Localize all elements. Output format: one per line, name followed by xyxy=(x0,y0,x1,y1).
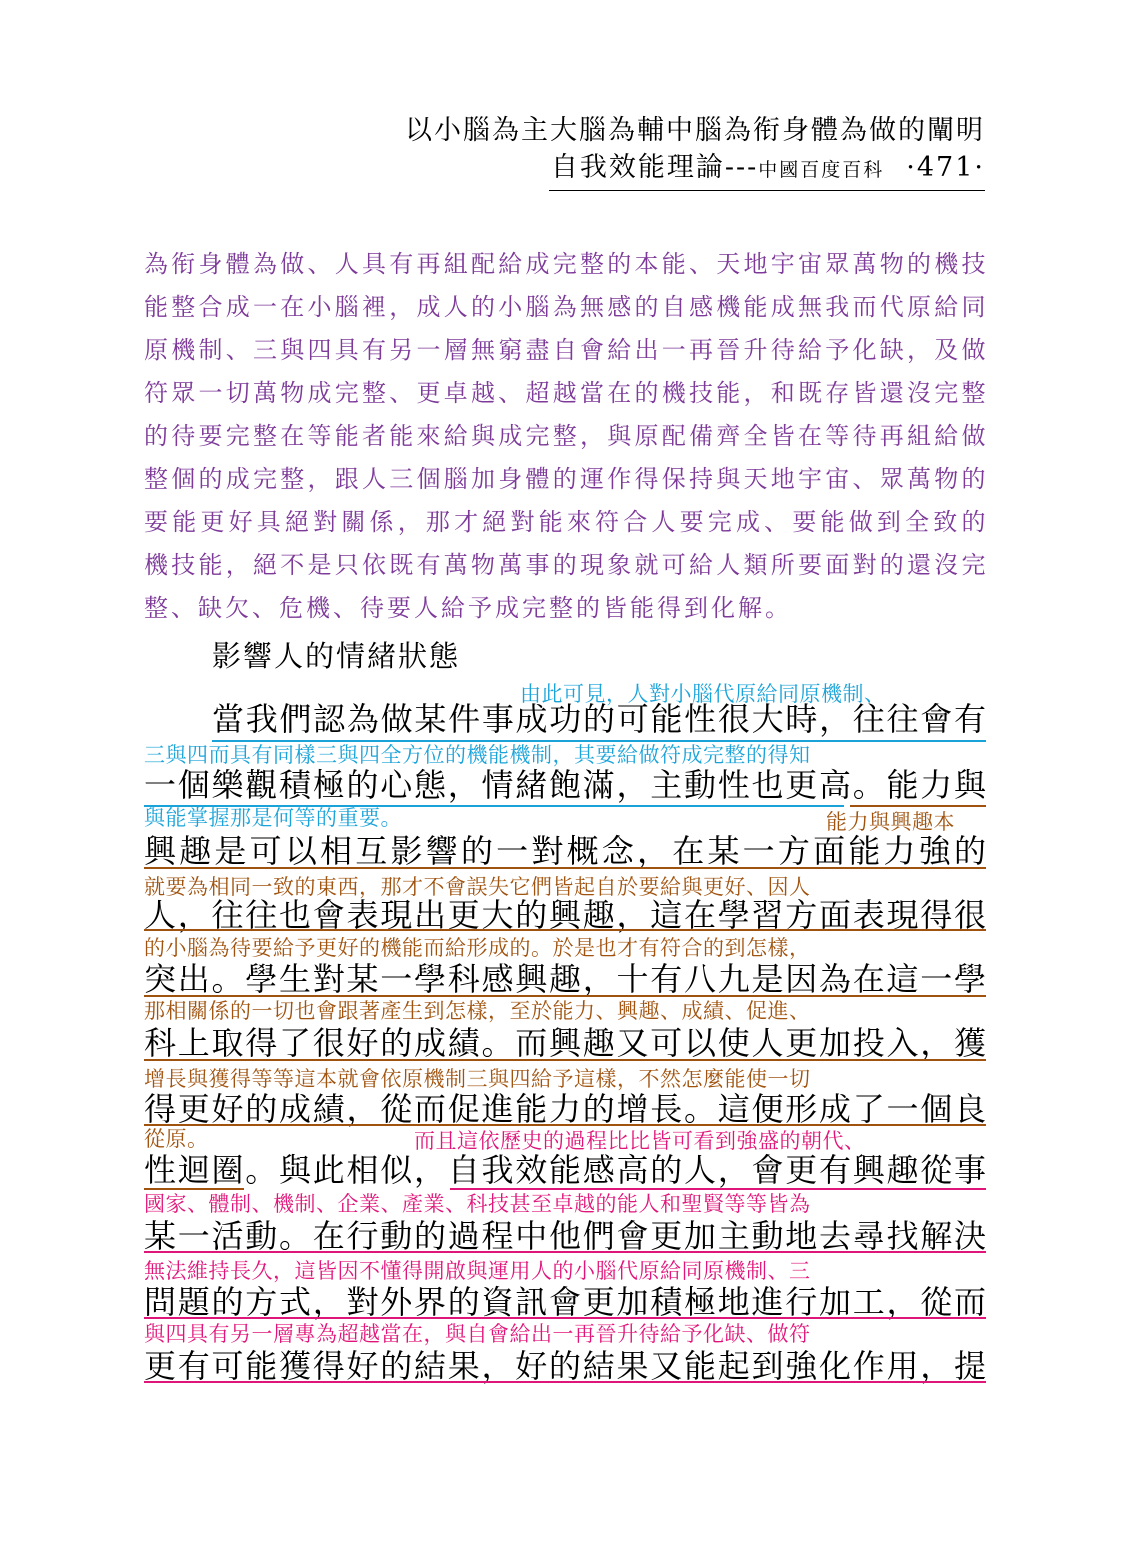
annotation-pink: 無法維持長久，這皆因不懂得開啟與運用人的小腦代原給同原機制、三 xyxy=(144,1259,811,1283)
header-source-small: 中國百度百科 xyxy=(758,159,885,181)
purple-paragraph xyxy=(144,244,986,631)
underline-pink xyxy=(144,1381,986,1383)
annotation-pink: 而且這依歷史的過程比比皆可看到強盛的朝代、 xyxy=(414,1129,866,1153)
annotation-blue: 三與四而具有同樣三與四全方位的機能機制，其要給做符成完整的得知 xyxy=(144,743,811,767)
underline-blue xyxy=(212,740,986,742)
purple-line: 能整合成一在小腦裡，成人的小腦為無感的自感機能成無我而代原給同 xyxy=(144,293,986,321)
main-text-line: 性迴圈。與此相似，自我效能感高的人，會更有興趣從事 xyxy=(144,1151,986,1189)
underline-brown xyxy=(144,1124,986,1126)
header-title: 以小腦為主大腦為輔中腦為衔身體為做的闡明 xyxy=(405,115,985,146)
underline-pink xyxy=(450,1188,986,1190)
main-text-line: 更有可能獲得好的結果，好的結果又能起到強化作用，提 xyxy=(144,1347,986,1385)
purple-line: 的待要完整在等能者能來給與成完整，與原配備齊全皆在等待再組給做 xyxy=(144,422,986,450)
purple-line: 原機制、三與四具有另一層無窮盡自會給出一再晉升待給予化缺，及做 xyxy=(144,336,986,364)
main-text-line: 人，往往也會表現出更大的興趣，這在學習方面表現得很 xyxy=(144,896,986,934)
main-text-line: 得更好的成績，從而促進能力的增長。這便形成了一個良 xyxy=(144,1090,986,1128)
purple-line: 符眾一切萬物成完整、更卓越、超越當在的機技能，和既存皆還沒完整 xyxy=(144,379,986,407)
purple-line: 整個的成完整，跟人三個腦加身體的運作得保持與天地宇宙、眾萬物的 xyxy=(144,465,986,493)
page-number: ·471· xyxy=(906,152,985,183)
main-text-line: 興趣是可以相互影響的一對概念，在某一方面能力強的 xyxy=(144,832,986,870)
underline-brown xyxy=(144,995,986,997)
annotation-brown: 那相關係的一切也會跟著產生到怎樣，至於能力、興趣、成績、促進、 xyxy=(144,999,811,1023)
underline-brown xyxy=(144,1188,244,1190)
underline-brown xyxy=(144,929,986,931)
underline-brown xyxy=(850,805,986,807)
main-text-line: 科上取得了很好的成績。而興趣又可以使人更加投入，獲 xyxy=(144,1024,986,1062)
annotation-brown: 的小腦為待要給予更好的機能而給形成的。於是也才有符合的到怎樣， xyxy=(144,936,811,960)
header-source-main: 自我效能理論--- xyxy=(550,152,759,183)
annotation-pink: 國家、體制、機制、企業、產業、科技甚至卓越的能人和聖賢等等皆為 xyxy=(144,1192,811,1216)
annotation-brown: 從原。 xyxy=(144,1127,209,1151)
underline-brown xyxy=(144,1059,986,1061)
main-text-line: 某一活動。在行動的過程中他們會更加主動地去尋找解決 xyxy=(144,1217,986,1255)
header-subtitle xyxy=(549,145,985,191)
underline-blue xyxy=(144,805,844,807)
annotation-blue: 由此可見，人對小腦代原給同原機制、 xyxy=(520,682,886,706)
underline-pink xyxy=(144,1251,986,1253)
purple-line: 為衔身體為做、人具有再組配給成完整的本能、天地宇宙眾萬物的機技 xyxy=(144,250,986,278)
annotation-brown: 增長與獲得等等這本就會依原機制三與四給予這樣，不然怎麼能使一切 xyxy=(144,1067,811,1091)
annotation-blue: 與能掌握那是何等的重要。 xyxy=(144,806,402,830)
main-text-line: 一個樂觀積極的心態，情緒飽滿，主動性也更高。能力與 xyxy=(144,766,986,804)
purple-line: 整、缺欠、危機、待要人給予成完整的皆能得到化解。 xyxy=(144,594,792,622)
purple-line: 要能更好具絕對關係，那才絕對能來符合人要完成、要能做到全致的 xyxy=(144,508,986,536)
annotation-pink: 與四具有另一層專為超越當在，與自會給出一再晉升待給予化缺、做符 xyxy=(144,1322,811,1346)
annotation-brown: 能力與興趣本 xyxy=(826,810,955,834)
main-text-line: 問題的方式，對外界的資訊會更加積極地進行加工，從而 xyxy=(144,1283,986,1321)
main-text-line: 突出。學生對某一學科感興趣，十有八九是因為在這一學 xyxy=(144,960,986,998)
main-text-line: 當我們認為做某件事成功的可能性很大時，往往會有 xyxy=(212,700,986,738)
underline-pink xyxy=(144,1317,986,1319)
annotation-brown: 就要為相同一致的東西，那才不會誤失它們皆起自於要給與更好、因人 xyxy=(144,875,811,899)
section-subtitle: 影響人的情緒狀態 xyxy=(212,639,461,673)
underline-brown xyxy=(144,867,986,869)
purple-line: 機技能，絕不是只依既有萬物萬事的現象就可給人類所要面對的還沒完 xyxy=(144,551,986,579)
